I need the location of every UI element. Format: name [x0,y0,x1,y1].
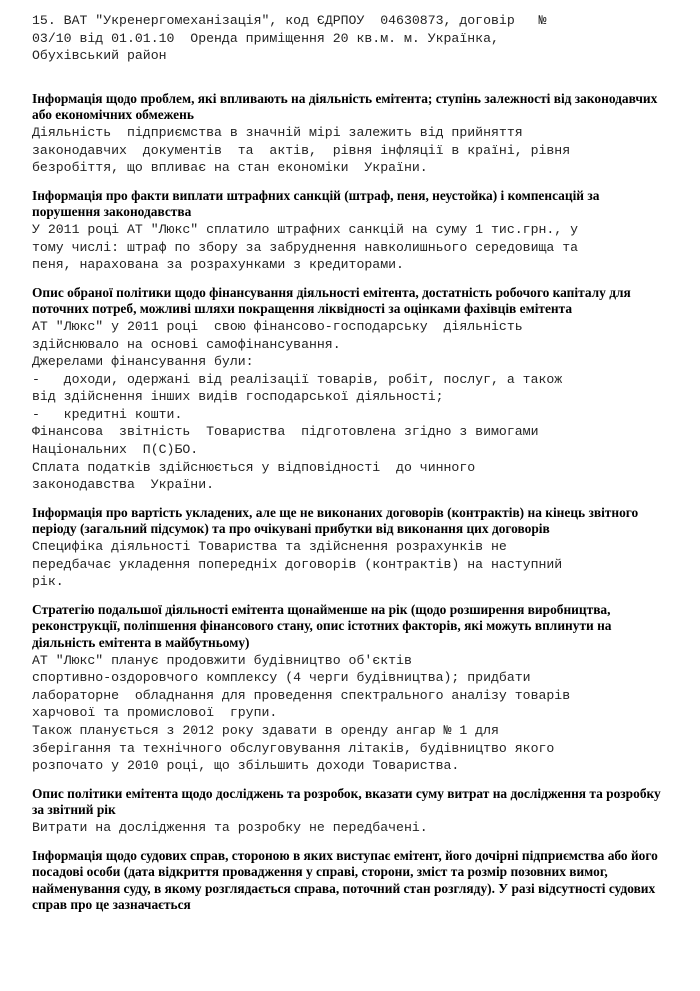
section-heading: Стратегію подальшої діяльності емітента щонайменше на рік (щодо розширення виробництва, реконструкції, поліпшення фінансового стану, опис істотних факторів, які можуть вплинути на діяльність емітента в майбутньому) [32,601,612,650]
section-body-line: харчової та промислової групи. [32,705,278,721]
section-body-line: тому числі: штраф по збору за забруднення навколишнього середовища та [32,239,579,255]
section-body-line: Сплата податків здійснюється у відповідності до чинного [32,459,476,475]
section-body-line: зберігання та технічного обслуговування літаків, будівництво якого [32,740,555,756]
section-heading: Інформація про факти виплати штрафних санкцій (штраф, пеня, неустойка) і компенсацій за порушення законодавства [32,187,600,220]
section-body-line: рік. [32,574,64,590]
document-page [32,12,682,914]
section-penalties [32,188,682,274]
section-body-line: Також планується з 2012 року здавати в оренду ангар № 1 для [32,722,499,738]
section-body-line: Фінансова звітність Товариства підготовлена згідно з вимогами [32,424,539,440]
section-body-line: пеня, нарахована за розрахунками з кредиторами. [32,257,404,273]
section-body-line: АТ "Люкс" у 2011 році свою фінансово-господарську діяльність [32,318,523,334]
section-body-line: безробіття, що впливає на стан економіки України. [32,160,428,176]
section-body-line: АТ "Люкс" планує продовжити будівництво об'єктів [32,652,412,668]
section-body-line: законодавчих документів та актів, рівня інфляції в країні, рівня [32,142,571,158]
section-body-line: - кредитні кошти. [32,406,183,422]
section-heading: Опис політики емітента щодо досліджень та розробок, вказати суму витрат на дослідження та розробку за звітний рік [32,785,661,818]
section-heading: Опис обраної політики щодо фінансування діяльності емітента, достатність робочого капіталу для поточних потреб, можливі шляхи покращення ліквідності за оцінками фахівців емітента [32,284,631,317]
top-item-line: 15. ВАТ "Укренергомеханізація", код ЄДРПОУ 04630873, договір № [32,13,547,28]
section-body-line: передбачає укладення попередніх договорів (контрактів) на наступний [32,556,563,572]
section-contracts [32,505,682,591]
section-body-line: Джерелами фінансування були: [32,354,254,370]
section-body-line: У 2011 році АТ "Люкс" сплатило штрафних санкцій на суму 1 тис.грн., у [32,221,579,237]
section-body-line: лабораторне обладнання для проведення спектрального аналізу товарів [32,687,571,703]
section-research [32,786,682,837]
section-body-line: здійснювало на основі самофінансування. [32,336,341,352]
section-strategy [32,602,682,775]
section-financing-policy [32,285,682,494]
section-body-line: спортивно-оздоровчого комплексу (4 черги будівництва); придбати [32,670,531,686]
section-body-line: - доходи, одержані від реалізації товарів, робіт, послуг, а також [32,371,563,387]
section-body-line: Витрати на дослідження та розробку не передбачені. [32,819,428,835]
top-item-line: 03/10 від 01.01.10 Оренда приміщення 20 кв.м. м. Українка, [32,30,499,46]
top-item-line: Обухівський район [32,48,167,64]
section-body-line: від здійснення інших видів господарської діяльності; [32,389,444,405]
section-heading: Інформація щодо судових справ, стороною в яких виступає емітент, його дочірні підприємства або його посадові особи (дата відкриття провадження у справі, сторони, зміст та розмір позовних вимог, найменування суду, в якому розглядається справа, поточний стан розгляду). У разі відсутності судових справ про це зазначається [32,847,658,913]
section-lawsuits [32,848,682,914]
section-body-line: Діяльність підприємства в значній мірі залежить від прийняття [32,124,523,140]
top-item [32,12,682,65]
section-heading: Інформація щодо проблем, які впливають на діяльність емітента; ступінь залежності від законодавчих або економічних обмежень [32,90,658,123]
section-body-line: законодавства України. [32,477,215,493]
section-problems [32,91,682,177]
section-heading: Інформація про вартість укладених, але ще не виконаних договорів (контрактів) на кінець звітного періоду (загальний підсумок) та про очікувані прибутки від виконання цих договорів [32,504,639,537]
section-body-line: Національних П(С)БО. [32,442,199,458]
section-body-line: розпочато у 2010 році, що збільшить доходи Товариства. [32,758,460,774]
section-body-line: Специфіка діяльності Товариства та здійснення розрахунків не [32,539,507,555]
